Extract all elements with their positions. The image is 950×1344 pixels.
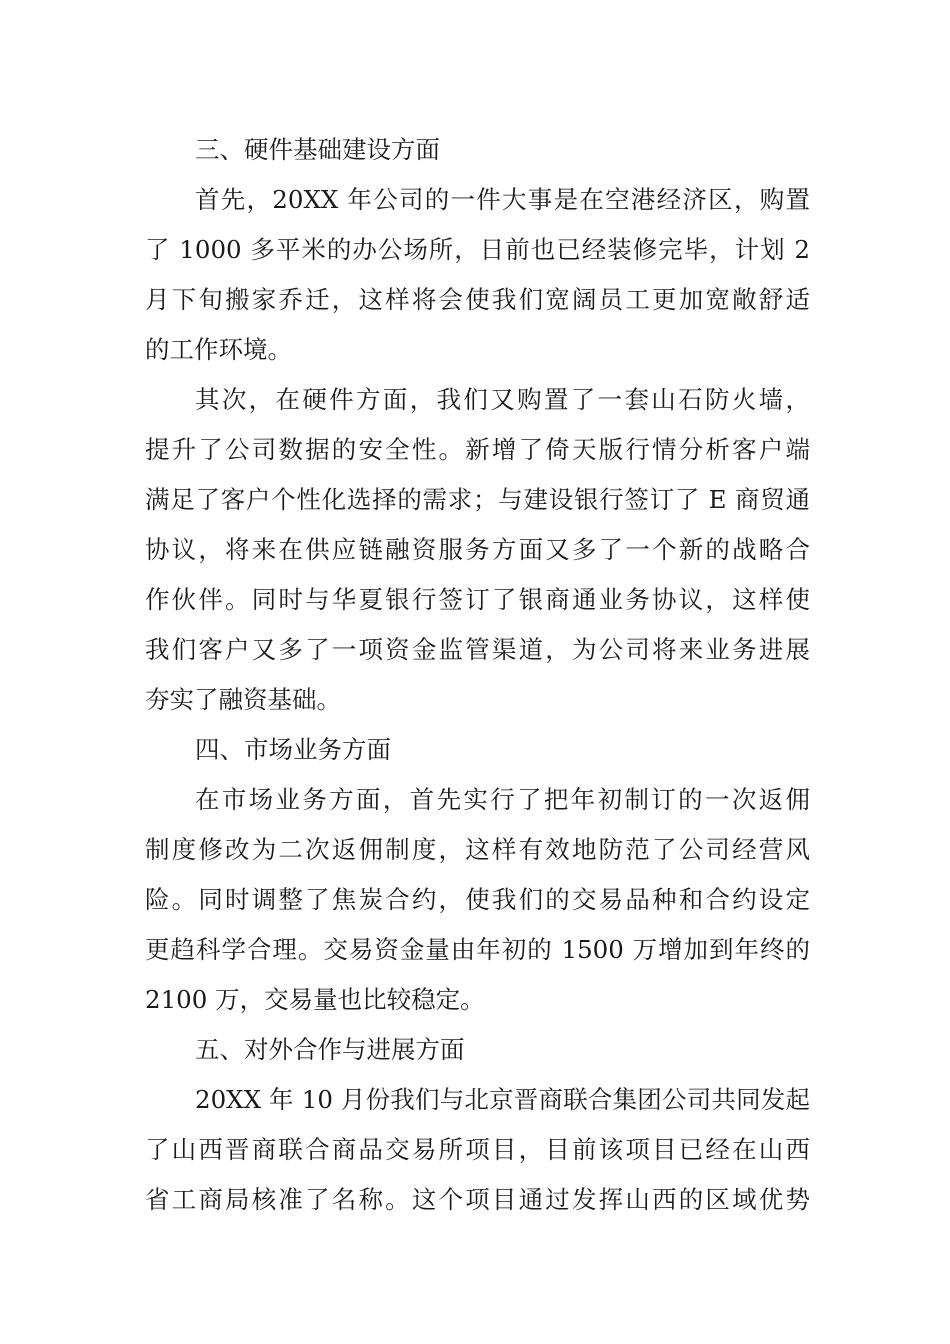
paragraph-line: 了山西晋商联合商品交易所项目，目前该项目已经在山西 — [145, 1135, 810, 1164]
paragraph-line: 其次，在硬件方面，我们又购置了一套山石防火墙， — [195, 385, 810, 414]
paragraph-line: 作伙伴。同时与华夏银行签订了银商通业务协议，这样使 — [145, 585, 810, 614]
section-heading-cooperation: 五、对外合作与进展方面 — [195, 1035, 465, 1064]
paragraph-line: 首先，20XX 年公司的一件大事是在空港经济区，购置 — [195, 185, 810, 214]
paragraph-line: 更趋科学合理。交易资金量由年初的 1500 万增加到年终的 — [145, 935, 810, 964]
paragraph-line: 2100 万，交易量也比较稳定。 — [145, 985, 485, 1014]
paragraph-line: 制度修改为二次返佣制度，这样有效地防范了公司经营风 — [145, 835, 810, 864]
paragraph-line: 20XX 年 10 月份我们与北京晋商联合集团公司共同发起 — [195, 1085, 810, 1114]
paragraph-line: 了 1000 多平米的办公场所，日前也已经装修完毕，计划 2 — [145, 235, 810, 264]
paragraph-line: 的工作环境。 — [145, 335, 292, 364]
paragraph-line: 满足了客户个性化选择的需求；与建设银行签订了 E 商贸通 — [145, 485, 810, 514]
paragraph-line: 提升了公司数据的安全性。新增了倚天版行情分析客户端 — [145, 435, 810, 464]
paragraph-line: 我们客户又多了一项资金监管渠道，为公司将来业务进展 — [145, 635, 810, 664]
paragraph-line: 险。同时调整了焦炭合约，使我们的交易品种和合约设定 — [145, 885, 810, 914]
paragraph-line: 在市场业务方面，首先实行了把年初制订的一次返佣 — [195, 785, 810, 814]
paragraph-line: 月下旬搬家乔迁，这样将会使我们宽阔员工更加宽敞舒适 — [145, 285, 810, 314]
section-heading-market: 四、市场业务方面 — [195, 735, 391, 764]
section-heading-hardware: 三、硬件基础建设方面 — [195, 135, 440, 164]
paragraph-line: 夯实了融资基础。 — [145, 685, 341, 714]
paragraph-line: 协议，将来在供应链融资服务方面又多了一个新的战略合 — [145, 535, 810, 564]
paragraph-line: 省工商局核准了名称。这个项目通过发挥山西的区域优势 — [145, 1185, 810, 1214]
